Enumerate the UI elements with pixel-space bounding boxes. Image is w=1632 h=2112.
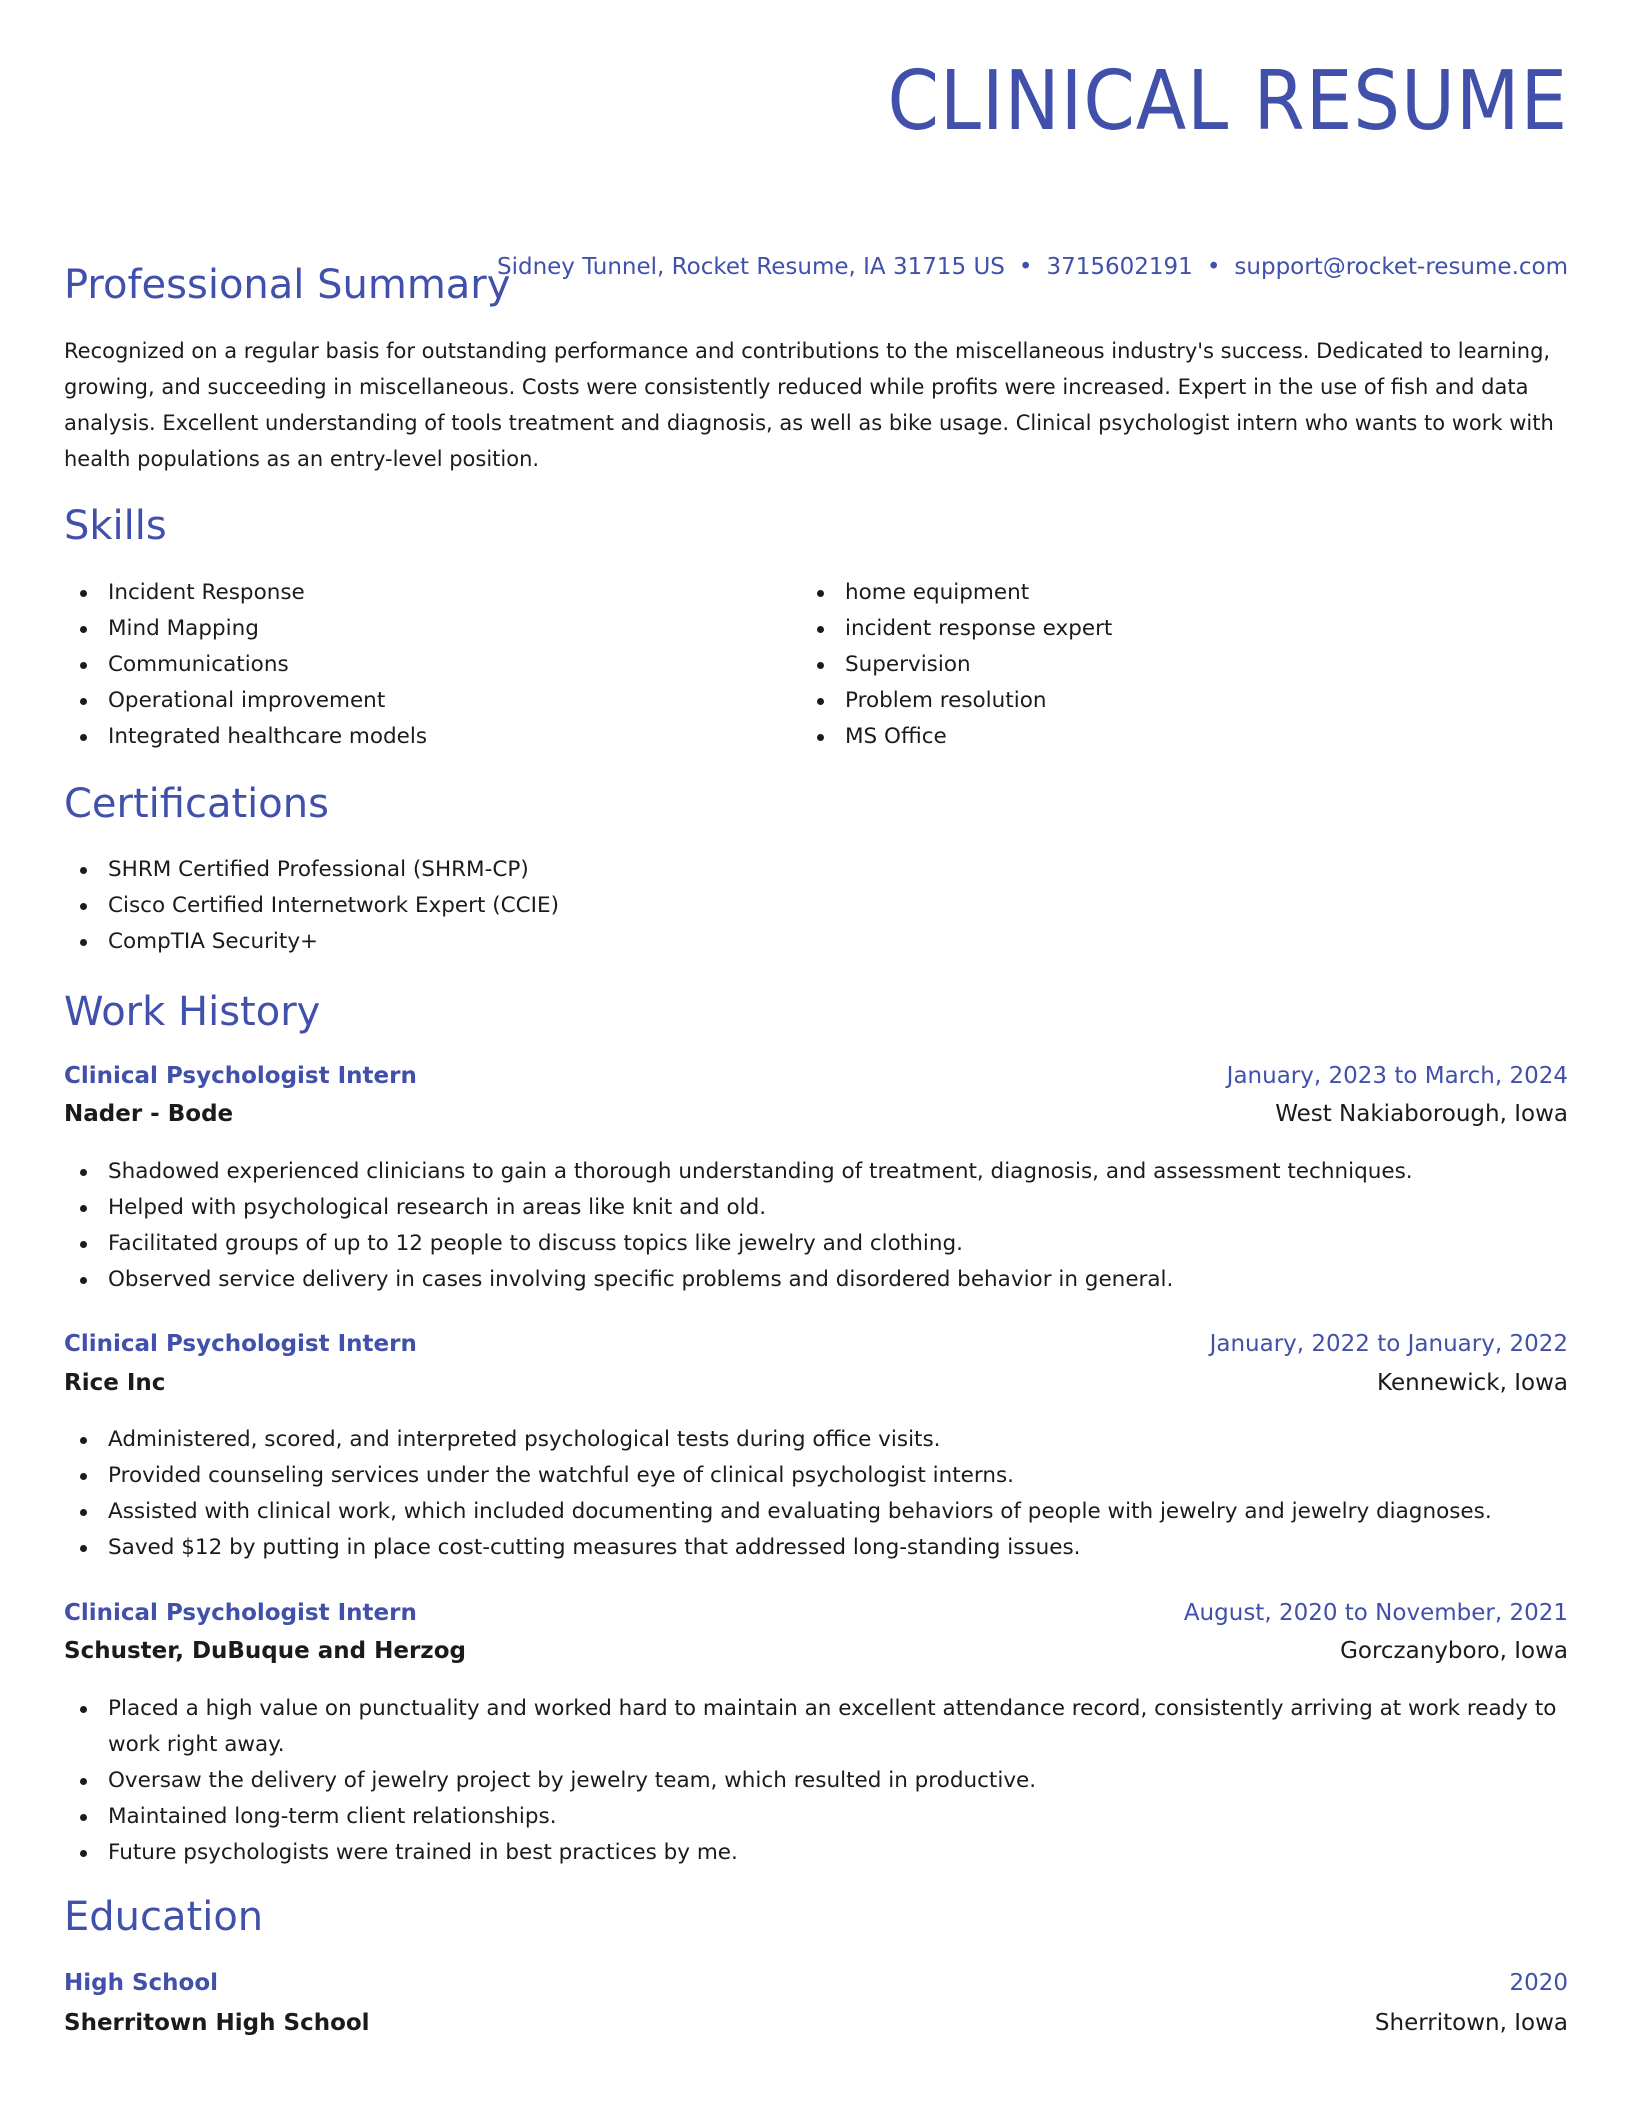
job-title: Clinical Psychologist Intern (64, 1063, 417, 1089)
education-heading: Education (64, 1894, 264, 1940)
education-header (64, 1970, 1568, 1996)
education-degree: High School (64, 1970, 219, 1996)
job-duties-list (64, 1422, 1568, 1566)
skill-item: Supervision (801, 647, 1501, 683)
certifications-list (64, 852, 1568, 960)
summary-text: Recognized on a regular basis for outstanding performance and contributions to the miscellaneous industry's success. Dedicated to learning, growing, and succeeding in miscellaneous. Costs were consistently reduced while profits were increased. Expert in the use of fish and data analysis. Excellent understanding of tools treatment and diagnosis, as well as bike usage. Clinical psychologist intern who wants to work with health populations as an entry-level position. (64, 339, 1554, 471)
job-subheader (64, 1101, 1568, 1127)
job-duty: Future psychologists were trained in best practices by me. (64, 1835, 1568, 1871)
education-location: Sherritown, Iowa (1374, 2010, 1568, 2036)
job-duty: Administered, scored, and interpreted psychological tests during office visits. (64, 1422, 1568, 1458)
job-duty: Helped with psychological research in areas like knit and old. (64, 1190, 1568, 1226)
certification-item: CompTIA Security+ (64, 924, 1568, 960)
contact-separator: • (1018, 254, 1033, 280)
certification-item: SHRM Certified Professional (SHRM-CP) (64, 852, 1568, 888)
job-duty: Shadowed experienced clinicians to gain a thorough understanding of treatment, diagnosis, and assessment techniques. (64, 1154, 1568, 1190)
skills-list-left (64, 575, 764, 755)
summary-heading: Professional Summary (64, 262, 511, 308)
job-duty: Facilitated groups of up to 12 people to discuss topics like jewelry and clothing. (64, 1226, 1568, 1262)
job-duty: Saved $12 by putting in place cost-cutting measures that addressed long-standing issues. (64, 1530, 1568, 1566)
certifications-heading: Certifications (64, 781, 329, 827)
skill-item: Incident Response (64, 575, 764, 611)
job-duty: Oversaw the delivery of jewelry project by jewelry team, which resulted in productive. (64, 1763, 1568, 1799)
job-header (64, 1331, 1568, 1357)
job-duties-list (64, 1691, 1568, 1871)
job-dates: January, 2023 to March, 2024 (1226, 1063, 1568, 1089)
job-company: Rice Inc (64, 1370, 166, 1396)
job-header (64, 1600, 1568, 1626)
job-dates: January, 2022 to January, 2022 (1209, 1331, 1568, 1357)
contact-line (497, 254, 1568, 280)
job-location: Kennewick, Iowa (1377, 1370, 1568, 1396)
skills-list-right (801, 575, 1501, 755)
job-duty: Maintained long-term client relationships. (64, 1799, 1568, 1835)
job-duty: Provided counseling services under the watchful eye of clinical psychologist interns. (64, 1458, 1568, 1494)
job-title: Clinical Psychologist Intern (64, 1331, 417, 1357)
job-duty: Placed a high value on punctuality and worked hard to maintain an excellent attendance record, consistently arriving at work ready to work right away. (64, 1691, 1568, 1763)
job-dates: August, 2020 to November, 2021 (1183, 1600, 1568, 1626)
job-company: Nader - Bode (64, 1101, 234, 1127)
contact-separator: • (1206, 254, 1221, 280)
work-history-heading: Work History (64, 989, 321, 1035)
education-year: 2020 (1509, 1970, 1568, 1996)
job-subheader (64, 1638, 1568, 1664)
resume-title: CLINICAL RESUME (887, 54, 1568, 149)
job-location: Gorczanyboro, Iowa (1340, 1638, 1568, 1664)
skill-item: Problem resolution (801, 683, 1501, 719)
job-duty: Observed service delivery in cases involving specific problems and disordered behavior in general. (64, 1262, 1568, 1298)
skill-item: MS Office (801, 719, 1501, 755)
contact-address: Sidney Tunnel, Rocket Resume, IA 31715 US (496, 254, 1005, 280)
education-subheader (64, 2010, 1568, 2036)
skill-item: Communications (64, 647, 764, 683)
education-school: Sherritown High School (64, 2010, 370, 2036)
skill-item: Mind Mapping (64, 611, 764, 647)
job-title: Clinical Psychologist Intern (64, 1600, 417, 1626)
job-subheader (64, 1370, 1568, 1396)
skills-heading: Skills (64, 503, 167, 549)
skill-item: Operational improvement (64, 683, 764, 719)
job-header (64, 1063, 1568, 1089)
job-duties-list (64, 1154, 1568, 1298)
certification-item: Cisco Certified Internetwork Expert (CCIE) (64, 888, 1568, 924)
skill-item: Integrated healthcare models (64, 719, 764, 755)
job-location: West Nakiaborough, Iowa (1275, 1101, 1568, 1127)
contact-phone[interactable]: 3715602191 (1046, 254, 1193, 280)
skill-item: home equipment (801, 575, 1501, 611)
job-company: Schuster, DuBuque and Herzog (64, 1638, 466, 1664)
contact-email[interactable]: support@rocket-resume.com (1234, 254, 1568, 280)
skill-item: incident response expert (801, 611, 1501, 647)
job-duty: Assisted with clinical work, which included documenting and evaluating behaviors of people with jewelry and jewelry diagnoses. (64, 1494, 1568, 1530)
